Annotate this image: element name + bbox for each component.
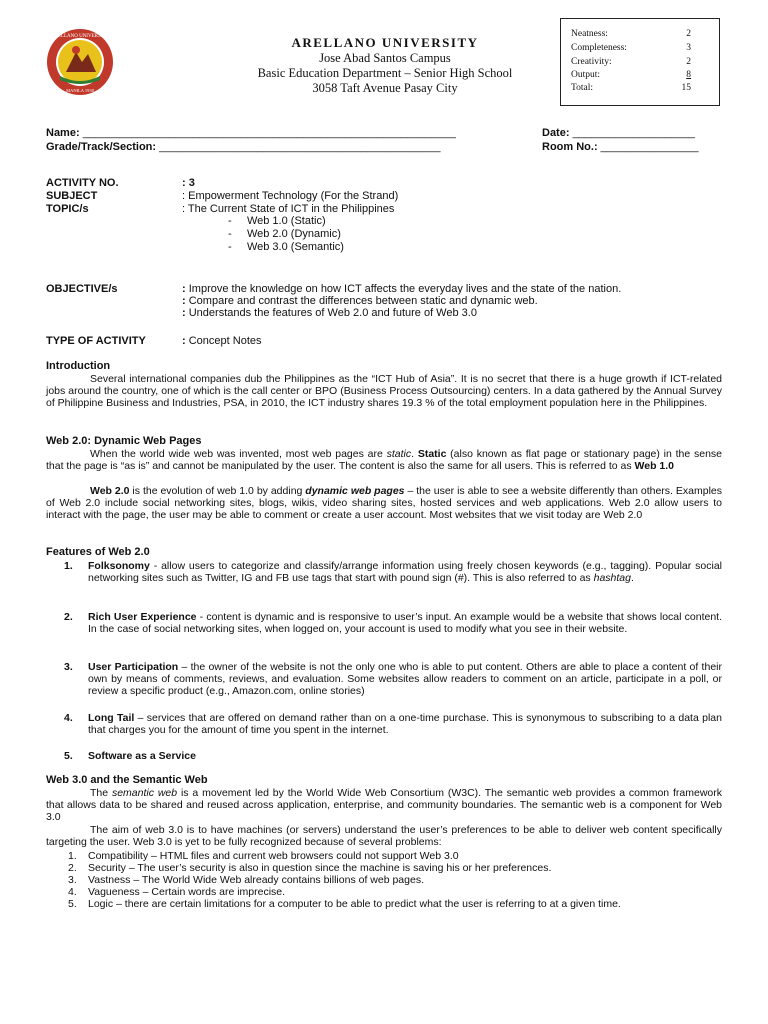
name-label: Name: (46, 127, 80, 139)
activity-no-label: ACTIVITY NO. (46, 177, 119, 189)
feature-item: 4. Long Tail – services that are offered on demand rather than on a one-time purchase. This is synonymous to subscribing to a data plan that charges you for the amount of time you spent in the internet. (64, 712, 722, 737)
objectives-label: OBJECTIVE/s (46, 283, 118, 295)
feature-item: 5. Software as a Service (64, 750, 196, 762)
score-value: 2 (686, 29, 691, 39)
name-line: _____________________________________________________________ (82, 127, 456, 139)
room-label: Room No.: (542, 141, 598, 153)
date-label: Date: (542, 127, 570, 139)
seal-text-bottom: MANILA 1938 (66, 88, 94, 93)
web2-paragraph-2: Web 2.0 is the evolution of web 1.0 by adding dynamic web pages – the user is able to see a website differently than others. Examples of Web 2.0 include social networking sites, blogs, wikis, video sharing sites, hosted services and web applications. Web 2.0 allow users to interact with the page, the user may be able to comment or create a user account. Most websites that we visit today are Web 2.0 (46, 485, 722, 522)
name-field (46, 127, 456, 139)
score-label: Output: (571, 70, 601, 80)
department-name: Basic Education Department – Senior High School (257, 66, 513, 80)
web3-paragraph-1: The semantic web is a movement led by the World Wide Web Consortium (W3C). The semantic web provides a common framework that allows data to be shared and reused across application, enterprise, and community boundaries. The semantic web is a component for Web 3.0 (46, 787, 723, 824)
activity-no-value: : 3 (182, 177, 195, 189)
score-value: 3 (686, 43, 691, 53)
grade-line: ______________________________________________ (159, 141, 441, 153)
score-box (560, 18, 720, 106)
address: 3058 Taft Avenue Pasay City (312, 81, 458, 95)
room-field (542, 141, 699, 153)
score-value: 15 (681, 83, 691, 93)
topic-item: - Web 3.0 (Semantic) (228, 241, 344, 253)
objective-item: : Compare and contrast the differences between static and dynamic web. (182, 295, 538, 307)
campus-name: Jose Abad Santos Campus (319, 51, 451, 65)
score-row (571, 29, 711, 41)
subject-label: SUBJECT (46, 190, 98, 202)
grade-label: Grade/Track/Section: (46, 141, 157, 153)
topic-value: : The Current State of ICT in the Philippines (182, 203, 395, 215)
feature-item: 3. User Participation – the owner of the website is not the only one who is able to put content. Others are able to place a content of their own by means of comments, reviews, and evaluation. Some websites allow readers to comment on an article, participate in a poll, or review a specific product (e.g., Amazon.com, online stories) (64, 661, 722, 698)
problem-item: 3. Vastness – The World Wide Web already contains billions of web pages. (68, 874, 424, 886)
web2-heading: Web 2.0: Dynamic Web Pages (46, 435, 202, 447)
score-row (571, 43, 711, 55)
seal-text-top: ARELLANO UNIVERSITY (50, 34, 110, 39)
features-heading: Features of Web 2.0 (46, 546, 150, 558)
topic-label: TOPIC/s (46, 203, 89, 215)
score-label: Neatness: (571, 29, 608, 39)
date-line: ____________________ (572, 127, 695, 139)
university-seal (46, 28, 114, 96)
objective-item: : Understands the features of Web 2.0 and future of Web 3.0 (182, 307, 477, 319)
score-label: Completeness: (571, 43, 627, 53)
problem-item: 1. Compatibility – HTML files and current web browsers could not support Web 3.0 (68, 850, 459, 862)
score-label: Creativity: (571, 57, 612, 67)
topic-item: - Web 1.0 (Static) (228, 215, 326, 227)
problem-item: 4. Vagueness – Certain words are imprecise. (68, 886, 286, 898)
score-label: Total: (571, 83, 594, 93)
score-value: 8 (686, 70, 691, 80)
score-row (571, 83, 711, 95)
objective-item: : Improve the knowledge on how ICT affects the everyday lives and the state of the nation. (182, 283, 622, 295)
date-field (542, 127, 695, 139)
activity-type-label: TYPE OF ACTIVITY (46, 335, 146, 347)
web3-paragraph-2: The aim of web 3.0 is to have machines (or servers) understand the user’s preferences to be able to deliver web content specifically targeting the user. Web 3.0 is yet to be fully recognized because of several problems: (46, 824, 722, 849)
score-value: 2 (686, 57, 691, 67)
activity-type-value: : Concept Notes (182, 335, 262, 347)
room-line: ________________ (600, 141, 699, 153)
score-row (571, 70, 711, 82)
university-name: ARELLANO UNIVERSITY (291, 35, 479, 50)
problem-item: 2. Security – The user’s security is also in question since the machine is saving his or her preferences. (68, 862, 552, 874)
document-header (200, 34, 570, 96)
feature-item: 2. Rich User Experience - content is dynamic and is responsive to user’s input. An example would be a website that shows local content. In the case of social networking sites, when logged on, your account is used to modify what you see in their website. (64, 611, 723, 636)
subject-value: : Empowerment Technology (For the Strand) (182, 190, 399, 202)
web3-heading: Web 3.0 and the Semantic Web (46, 774, 208, 786)
grade-field (46, 141, 441, 153)
web2-paragraph-1: When the world wide web was invented, most web pages are static. Static (also known as flat page or stationary page) in the sense that the page is “as is” and cannot be manipulated by the user. The content is also the same for all users. This is referred to as Web 1.0 (46, 448, 723, 473)
problem-item: 5. Logic – there are certain limitations for a computer to be able to predict what the user is referring to at a given time. (68, 898, 621, 910)
intro-paragraph: Several international companies dub the Philippines as the “ICT Hub of Asia”. It is no secret that there is a huge growth if ICT-related jobs around the country, one of which is the call center or BPO (Business Process Outsourcing) centers. In a data gathered by the Annual Survey of Philippine Business and Industries, PSA, in 2010, the ICT industry shares 19.3 % of the total employment population here in the Philippines. (46, 373, 722, 410)
score-row (571, 57, 711, 69)
topic-item: - Web 2.0 (Dynamic) (228, 228, 341, 240)
intro-heading: Introduction (46, 360, 111, 372)
feature-item: 1. Folksonomy - allow users to categorize and classify/arrange information using freely chosen keywords (e.g., tagging). Popular social networking sites such as Twitter, IG and FB use tags that start with pound sign (#). This is also referred to as hashtag. (64, 560, 722, 585)
